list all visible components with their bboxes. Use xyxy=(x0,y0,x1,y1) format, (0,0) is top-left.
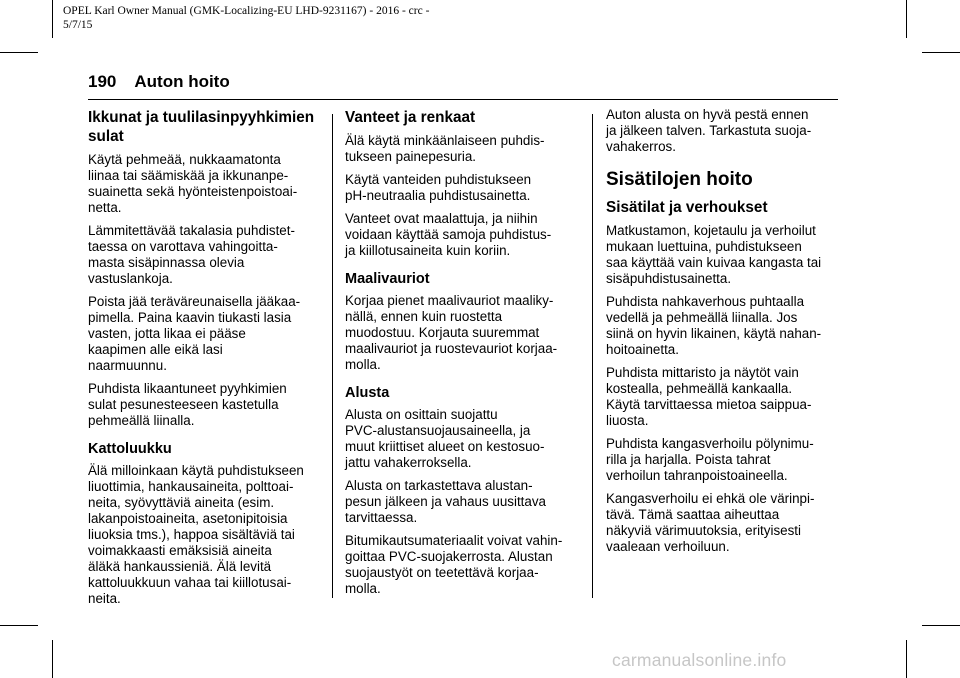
paragraph: Älä käytä minkäänlaiseen puhdis- tukseen painepesuria. xyxy=(345,133,545,164)
column-divider xyxy=(592,114,593,598)
column-3 xyxy=(606,107,842,562)
crop-mark xyxy=(0,625,38,626)
watermark-text: carmanualsonline.info xyxy=(612,650,787,670)
crop-mark xyxy=(922,625,960,626)
paragraph: Älä milloinkaan käytä puhdistukseen liuottimia, hankausaineita, polttoai- neita, syövyttäviä aineita (esim. lakanpoistoaineita, asetonipitoisia liuoksia tms.), happoa sisältäviä tai voimakkaasti emäksisiä aineita äläkä hankaussieniä. Älä levitä kattoluukkuun vahaa tai kiillotusai- neita. xyxy=(88,463,304,606)
heading-interior-trim: Sisätilat ja verhoukset xyxy=(606,199,768,216)
heading-sunroof: Kattoluukku xyxy=(88,441,172,457)
paragraph: Käytä pehmeää, nukkaamatonta liinaa tai säämiskää ja ikkunanpe- suainetta sekä hyönteistenpoistoai- netta. xyxy=(88,152,298,215)
column-divider xyxy=(332,114,333,598)
crop-mark xyxy=(922,52,960,53)
paragraph: Alusta on osittain suojattu PVC-alustansuojausaineella, ja muut kriittiset alueet on kestosuo- jattu vahakerroksella. xyxy=(345,407,545,470)
paragraph: Vanteet ovat maalattuja, ja niihin voidaan käyttää samoja puhdistus- ja kiillotusaineita kuin koriin. xyxy=(345,211,552,258)
paragraph: Kangasverhoilu ei ehkä ole värinpi- tävä. Tämä saattaa aiheuttaa näkyviä värimuutoksia, erityisesti vaaleaan verhoiluun. xyxy=(606,491,815,554)
paragraph: Puhdista mittaristo ja näytöt vain kostealla, pehmeällä kankaalla. Käytä tarvittaessa mietoa saippua- liuosta. xyxy=(606,365,812,428)
paragraph: Alusta on tarkastettava alustan- pesun jälkeen ja vahaus uusittava tarvittaessa. xyxy=(345,478,546,525)
header-rule xyxy=(88,99,838,100)
crop-mark xyxy=(52,640,53,678)
paragraph: Matkustamon, kojetaulu ja verhoilut mukaan luettuina, puhdistukseen saa käyttää vain kuivaa kangasta tai sisäpuhdistusainetta. xyxy=(606,223,822,286)
page-number: 190 xyxy=(88,72,117,91)
paragraph: Puhdista likaantuneet pyyhkimien sulat pesunesteeseen kastetulla pehmeällä liinalla. xyxy=(88,381,287,428)
running-head xyxy=(88,72,230,92)
paragraph: Puhdista nahkaverhous puhtaalla vedellä ja pehmeällä liinalla. Jos siinä on hyvin likainen, käytä nahan- hoitoainetta. xyxy=(606,294,822,357)
paragraph: Käytä vanteiden puhdistukseen pH-neutraalia puhdistusainetta. xyxy=(345,172,532,203)
paragraph: Auton alusta on hyvä pestä ennen ja jälkeen talven. Tarkastuta suoja- vahakerros. xyxy=(606,107,812,154)
paragraph: Poista jää teräväreunaisella jääkaa- pimella. Paina kaavin tiukasti lasia vasten, jotta likaa ei pääse kaapimen alle eikä lasi naarmuunnu. xyxy=(88,294,301,373)
heading-paint-damage: Maalivauriot xyxy=(345,271,430,287)
column-2 xyxy=(345,107,581,604)
column-1 xyxy=(88,107,326,614)
heading-underbody: Alusta xyxy=(345,385,390,401)
heading-wheels-tyres: Vanteet ja renkaat xyxy=(345,109,476,126)
paragraph: Bitumikautsumateriaalit voivat vahin- goittaa PVC-suojakerrosta. Alustan suojaustyöt on teetettävä korjaa- molla. xyxy=(345,533,563,596)
paragraph: Korjaa pienet maalivauriot maaliky- nällä, ennen kuin ruostetta muodostuu. Korjauta suuremmat maalivauriot ja ruostevauriot korjaa- molla. xyxy=(345,293,558,372)
crop-mark xyxy=(0,52,38,53)
heading-windows-wipers: Ikkunat ja tuulilasinpyyhkimien sulat xyxy=(88,109,315,145)
crop-mark xyxy=(906,640,907,678)
heading-interior-care: Sisätilojen hoito xyxy=(606,169,753,190)
crop-mark xyxy=(906,0,907,38)
document-header: OPEL Karl Owner Manual (GMK-Localizing-EU LHD-9231167) - 2016 - crc - 5/7/15 xyxy=(63,5,430,31)
paragraph: Puhdista kangasverhoilu pölynimu- rilla ja harjalla. Poista tahrat verhoilun tahranpoistoaineella. xyxy=(606,436,814,483)
paragraph: Lämmitettävää takalasia puhdistet- taessa on varottava vahingoitta- masta sisäpinnassa olevia vastuslankoja. xyxy=(88,223,295,286)
crop-mark xyxy=(52,0,53,38)
chapter-title: Auton hoito xyxy=(134,72,230,91)
